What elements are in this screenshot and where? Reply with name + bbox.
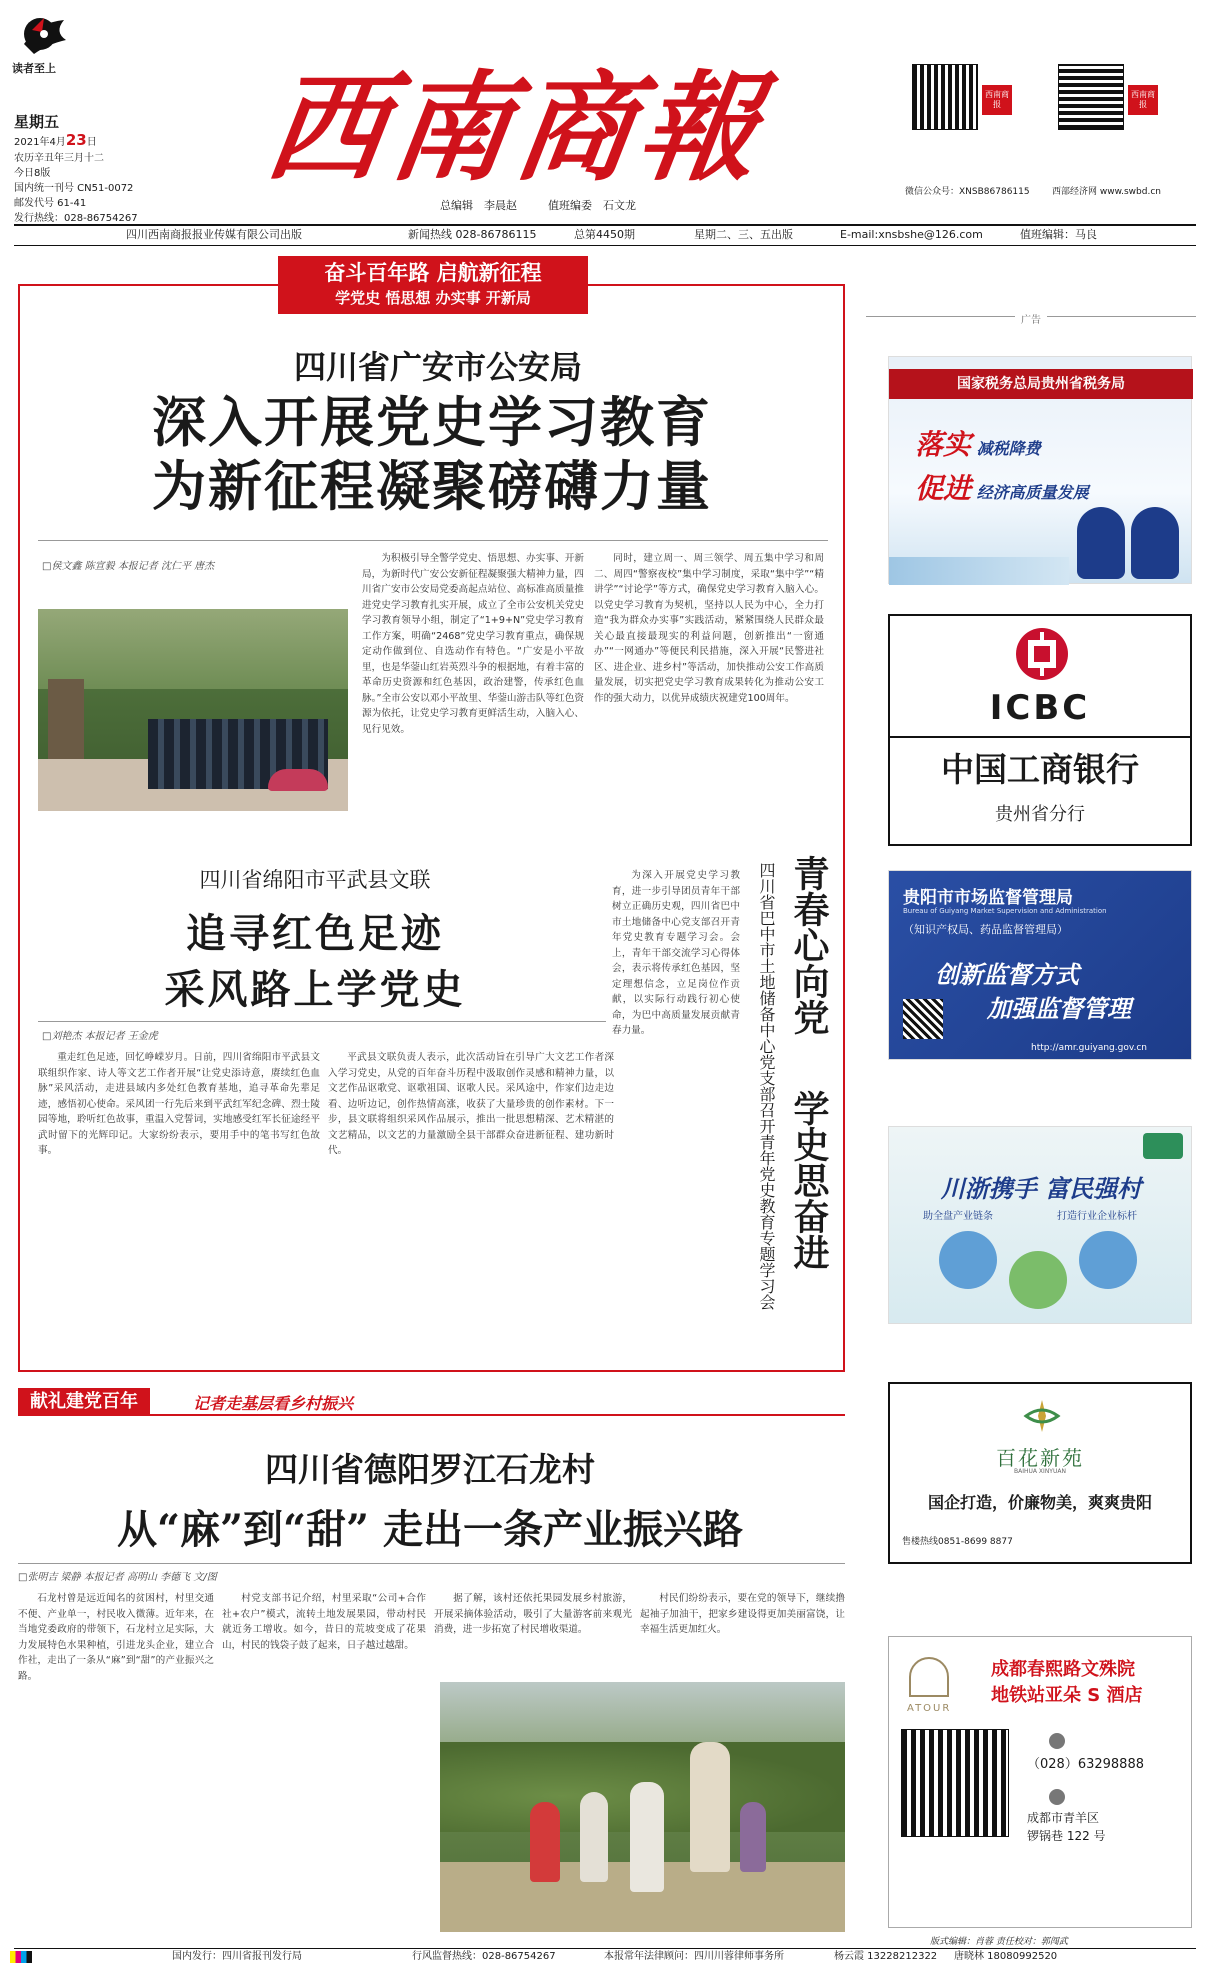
banner-subtitle: 学党史 悟思想 办实事 开新局 [335, 289, 531, 307]
article1-byline: □侯文鑫 陈宣毅 本报记者 沈仁平 唐杰 [42, 561, 215, 572]
tax-skyline [889, 557, 1069, 585]
article2-byline: □刘艳杰 本报记者 王金虎 [42, 1031, 158, 1042]
issue-date: 2021年4月23日 [14, 131, 97, 149]
news-hotline: 新闻热线 028-86786115 [408, 228, 537, 241]
article3-text: 为深入开展党史学习教育，进一步引导团员青年干部树立正确历史观，四川省巴中市土地储备中心党支部召开青年党史教育专题学习会。会上，青年干部交流学习心得体会，表示将传承红色基因，坚定理想信念，立足岗位作贡献，以实际行动践行初心使命，为巴中高质量发展贡献青春力量。 [612, 870, 740, 1036]
tax-slogan-line-1: 落实 减税降费 [915, 428, 1041, 461]
article4-divider [18, 1563, 845, 1564]
market-english: Bureau of Guiyang Market Supervision and Administration [903, 907, 1107, 915]
hotel-qr-code[interactable] [901, 1729, 1009, 1837]
baihua-xinyuan-ad[interactable] [888, 1382, 1192, 1564]
rural-circle-1 [939, 1231, 997, 1289]
tax-mascot-1 [1077, 507, 1125, 579]
hotel-address-2: 锣锅巷 122 号 [1027, 1829, 1106, 1843]
baihua-english: BAIHUA XINYUAN [1014, 1468, 1066, 1475]
icbc-logo-icon [1014, 626, 1070, 682]
baihua-logo-icon [1018, 1396, 1066, 1436]
article4-text-col3: 据了解，该村还依托果园发展乡村旅游，开展采摘体验活动，吸引了大量游客前来观光消费，进一步拓宽了村民增收渠道。 [434, 1593, 632, 1635]
tax-mascot-2 [1131, 507, 1179, 579]
rural-circle-2 [1009, 1251, 1067, 1309]
section2-banner [18, 1388, 845, 1416]
website-qr-seal: 西南商报 [1128, 85, 1158, 115]
article4-text-col1: 石龙村曾是远近闻名的贫困村，村里交通不便、产业单一，村民收入微薄。近年来，在当地党委政府的带领下，石龙村立足实际，大力发展特色水果种植，引进龙头企业，建立合作社，走出了一条从“麻”到“甜”的产业振兴之路。 [18, 1593, 214, 1682]
publish-days: 星期二、三、五出版 [694, 228, 793, 241]
wechat-label: 微信公众号：XNSB86786115 [905, 187, 1030, 197]
article2-text-col2: 平武县文联负责人表示，此次活动旨在引导广大文艺工作者深入学习党史，从党的百年奋斗历程中汲取创作灵感和精神力量，以文艺作品讴歌党、讴歌祖国、讴歌人民。采风途中，作家们边走边看、边听边记，创作热情高涨，收获了大量珍贵的创作素材。下一步，县文联将组织采风作品展示，推出一批思想精深、艺术精湛的文艺精品，以文艺的力量激励全县干部群众奋进新征程、建功新时代。 [328, 1052, 614, 1156]
hotel-name-2: 地铁站亚朵 S 酒店 [991, 1685, 1143, 1706]
atour-logo-icon [909, 1657, 949, 1697]
atour-brand: ATOUR [907, 1703, 952, 1714]
article1-text-col1: 为积极引导全警学党史、悟思想、办实事、开新局，为新时代广安公安新征程凝聚强大精神力量，四川省广安市公安局党委高起点站位、高标准高质量推进党史学习教育扎实开展，成立了全市公安机关党史学习教育领导小组，制定了“1+9+N”党史学习教育工作方案，明确“2468”党史学习教育重点，确保规定动作做到位、自选动作有特色。“广安是小平故里，也是华蓥山红岩英烈斗争的根据地，有着丰富的革命历史资源和红色基因，政治建警，传承红色血脉。”全市公安以邓小平故里、华蓥山游击队等红色资源为依托，让党史学习教育更鲜活生动，入脑入心、见行见效。 [362, 553, 584, 735]
ad-label: 广告 [866, 316, 1196, 336]
masthead [0, 0, 1210, 225]
article4-byline: □张明吉 梁静 本报记者 高明山 李德飞 文/图 [18, 1572, 217, 1583]
footer-lawyer-3: 唐晓林 18080992520 [954, 1951, 1058, 1962]
market-subtitle: （知识产权局、药品监督管理局） [903, 923, 1068, 936]
rural-title: 川浙携手 富民强村 [940, 1174, 1142, 1203]
footer-lawyer: 本报常年法律顾问：四川川蓉律师事务所 [604, 1951, 784, 1962]
info-bar [14, 224, 1196, 246]
article4-text-col4: 村民们纷纷表示，要在党的领导下，继续撸起袖子加油干，把家乡建设得更加美丽富饶，让幸福生活更加红火。 [640, 1593, 845, 1635]
rural-logo-icon [1143, 1133, 1183, 1159]
issue-number: 总第4450期 [574, 228, 635, 241]
website-qr-code[interactable] [1058, 64, 1124, 130]
phone-icon [1049, 1733, 1065, 1749]
market-slogan-2: 加强监督管理 [987, 995, 1131, 1023]
duty-editor: 值班编委 石文龙 [548, 199, 636, 212]
market-url[interactable]: http://amr.guiyang.gov.cn [1031, 1043, 1147, 1053]
tax-bureau-ad[interactable] [888, 356, 1192, 584]
market-supervision-ad[interactable] [888, 870, 1192, 1060]
tax-slogan-line-2: 促进 经济高质量发展 [915, 472, 1089, 505]
icbc-divider [890, 736, 1190, 738]
lunar-date: 农历辛丑年三月十二 [14, 153, 104, 164]
hotel-address-1: 成都市青羊区 [1027, 1811, 1100, 1825]
icbc-branch: 贵州省分行 [995, 804, 1085, 825]
icbc-chinese-name: 中国工商银行 [941, 750, 1139, 789]
delivery-hotline: 发行热线：028-86754267 [14, 213, 138, 224]
footer-license: 行风监督热线：028-86754267 [412, 1951, 556, 1962]
logo-motto: 读者至上 [12, 62, 56, 75]
market-slogan-1: 创新监督方式 [935, 961, 1079, 989]
market-title: 贵阳市市场监督管理局 [903, 888, 1073, 908]
article4-text-col2: 村党支部书记介绍，村里采取“公司+合作社+农户”模式，流转土地发展果园，带动村民就近务工增收。如今，昔日的荒坡变成了花果山，村民的钱袋子鼓了起来，日子越过越甜。 [222, 1593, 426, 1651]
rural-sub-2: 打造行业企业标杆 [1057, 1211, 1137, 1222]
police-ceremony-photo [38, 609, 348, 811]
newspaper-title: 西南商報 [258, 58, 774, 197]
article2-headline-1: 追寻红色足迹 [186, 910, 444, 957]
duty-proof: 值班编辑：马良 [1020, 228, 1097, 241]
section2-subtitle: 记者走基层看乡村振兴 [193, 1394, 354, 1413]
article4-headline: 从“麻”到“甜” 走出一条产业振兴路 [117, 1506, 743, 1553]
market-qr-code[interactable] [903, 999, 943, 1039]
tax-bureau-header: 国家税务总局贵州省税务局 [889, 369, 1193, 399]
article1-kicker: 四川省广安市公安局 [293, 348, 582, 386]
article1-headline-2: 为新征程凝聚磅礴力量 [152, 455, 712, 518]
layout-credits: 版式编辑：肖蓉 责任校对：郭闯武 [930, 1937, 1068, 1947]
hotel-name-1: 成都春熙路文殊院 [991, 1659, 1135, 1680]
email: E-mail:xnsbshe@126.com [840, 228, 983, 241]
icbc-english-name: ICBC [989, 688, 1091, 728]
website-label: 西部经济网 www.swbd.cn [1052, 187, 1161, 197]
banner-title: 奋斗百年路 启航新征程 [324, 261, 542, 285]
article2-divider [38, 1021, 606, 1022]
chief-editor: 总编辑 李晨赵 [440, 199, 517, 212]
hotel-phone[interactable]: （028）63298888 [1027, 1757, 1144, 1772]
atour-hotel-ad[interactable] [888, 1636, 1192, 1928]
rural-sub-1: 助全盘产业链条 [923, 1211, 993, 1222]
rural-revitalization-ad[interactable] [888, 1126, 1192, 1324]
footer-bar [14, 1948, 1196, 1966]
page-count: 今日8版 [14, 168, 51, 179]
article3-headline-1: 青春心向党 [788, 855, 829, 1035]
weekday: 星期五 [14, 113, 60, 131]
article2-headline-2: 采风路上学党史 [164, 966, 466, 1013]
article1-text-col2: 同时，建立周一、周三领学、周五集中学习和周二、周四“警察夜校”集中学习制度，采取“集中学”“精讲学”“讨论学”等方式，确保党史学习教育入脑入心。以党史学习教育为契机，坚持以人民为中心，全力打造“我为群众办实事”实践活动，紧紧围绕人民群众最关心最直接最现实的利益问题，创新推出“一窗通办”“一网通办”等便民利民措施，深入开展“民警进社区、进企业、进乡村”等活动，加快推动公安工作高质量发展，切实把党史学习教育成果转化为推动公安工作的强大动力，以优异成绩庆祝建党100周年。 [594, 553, 824, 704]
baihua-slogan: 国企打造，价廉物美，爽爽贵阳 [927, 1493, 1152, 1512]
publisher: 四川西南商报报业传媒有限公司出版 [126, 228, 302, 241]
footer-lawyer-2: 杨云霞 13228212322 [834, 1951, 938, 1962]
location-icon [1049, 1789, 1065, 1805]
title-divider [38, 540, 828, 541]
article2-kicker: 四川省绵阳市平武县文联 [199, 868, 431, 892]
article3-kicker: 四川省巴中市土地储备中心党支部召开青年党史教育专题学习会 [757, 862, 776, 1310]
icbc-ad[interactable] [888, 614, 1192, 846]
cn-number: 国内统一刊号 CN51-0072 [14, 183, 134, 194]
wechat-qr-seal: 西南商报 [982, 85, 1012, 115]
article2-text-col1: 重走红色足迹，回忆峥嵘岁月。日前，四川省绵阳市平武县文联组织作家、诗人等文艺工作者开展“让党史添诗意，赓续红色血脉”采风活动，走进县域内多处红色教育基地，追寻革命先辈足迹，感悟初心使命。采风团一行先后来到平武红军纪念碑、烈士陵园等地，聆听红色故事，重温入党誓词，实地感受红军长征途经平武时留下的光辉印记。大家纷纷表示，要用手中的笔书写红色故事。 [38, 1052, 320, 1156]
rural-circle-3 [1079, 1231, 1137, 1289]
footer-issuer: 国内发行：四川省报刊发行局 [172, 1951, 302, 1962]
baihua-name: 百花新苑 [996, 1446, 1084, 1470]
newspaper-logo-icon [14, 14, 74, 60]
villagers-harvest-photo [440, 1682, 845, 1932]
article1-headline-1: 深入开展党史学习教育 [152, 391, 712, 454]
section2-title: 献礼建党百年 [18, 1388, 150, 1416]
color-strip [10, 1951, 32, 1963]
baihua-phone: 售楼热线0851-8699 8877 [902, 1537, 1013, 1547]
article3-headline-2: 学史思奋进 [788, 1090, 829, 1270]
wechat-qr-code[interactable] [912, 64, 978, 130]
post-code: 邮发代号 61-41 [14, 198, 87, 209]
article4-kicker: 四川省德阳罗江石龙村 [265, 1450, 595, 1489]
